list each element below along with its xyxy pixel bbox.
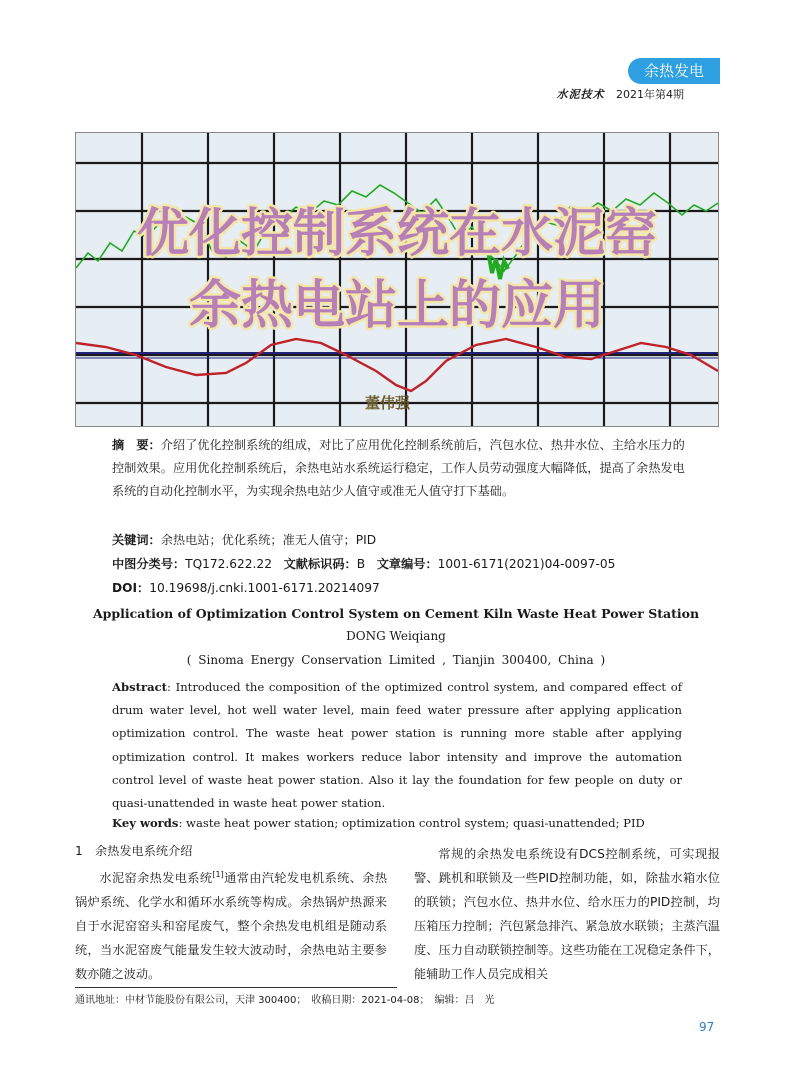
keywords-chinese	[112, 529, 376, 552]
body-column-left	[75, 863, 387, 986]
article-number-value: 1001-6171(2021)04-0097-05	[437, 557, 616, 571]
journal-name: 水泥技术	[556, 88, 605, 101]
clc-value: TQ172.622.22	[185, 557, 272, 571]
body-left-text-b: 通常由汽轮发电机系统、余热锅炉系统、化学水和循环水系统等构成。余热锅炉热源来自于水泥窑窑头和窑尾废气，整个余热发电机组是随动系统，当水泥窑废气能量发生较大波动时，余热电站主要参数亦随之波动。	[75, 871, 388, 982]
body-column-right: 常规的余热发电系统设有DCS控制系统，可实现报警、跳机和联锁及一些PID控制功能，如，除盐水箱水位的联锁；汽包水位、热井水位、给水压力的PID控制，均压箱压力控制；汽包紧急排汽、紧急放水联锁；主蒸汽温度、压力自动联锁控制等。这些功能在工况稳定条件下，能辅助工作人员完成相关	[414, 847, 720, 981]
doi-value: 10.19698/j.cnki.1001-6171.20214097	[149, 581, 380, 595]
footnote-divider	[75, 987, 397, 988]
journal-header	[557, 86, 685, 102]
english-abstract-text: : Introduced the composition of the optimized control system, and compared effect of drum water level, hot well water level, main feed water pressure after applying application optimization control. The waste heat power station is running more stable after applying optimization control. It makes workers reduce labor intensity and improve the automation control level of waste heat power station. Also it lay the foundation for few people on duty or quasi-unattended in waste heat power station.	[112, 680, 682, 811]
section-heading: 1 余热发电系统介绍	[75, 844, 193, 858]
english-abstract	[112, 676, 682, 815]
doc-code-value: B	[356, 557, 366, 571]
doc-code-label: 文献标识码：	[283, 557, 357, 571]
body-left-text-a: 水泥窑余热发电系统	[99, 871, 213, 886]
abstract-text: 介绍了优化控制系统的组成，对比了应用优化控制系统前后，汽包水位、热井水位、主给水压力的控制效果。应用优化控制系统后，余热电站水系统运行稳定，工作人员劳动强度大幅降低，提高了余热发电系统的自动化控制水平，为实现余热电站少人值守或准无人值守打下基础。	[112, 438, 685, 498]
doi-label: DOI：	[112, 581, 150, 595]
keywords-label: 关键词：	[112, 533, 161, 547]
hero-title-line1: 优化控制系统在水泥窑	[136, 204, 658, 264]
english-abstract-label: Abstract	[112, 680, 168, 694]
english-title: Application of Optimization Control System on Cement Kiln Waste Heat Power Station	[92, 606, 700, 621]
classification-line	[112, 553, 615, 576]
section-badge: 余热发电	[628, 58, 720, 84]
author-name: 董伟强	[365, 394, 411, 412]
keywords-text: 余热电站；优化系统；准无人值守；PID	[160, 533, 377, 547]
doi-line	[112, 577, 380, 600]
abstract-chinese	[112, 434, 696, 503]
english-keywords	[112, 816, 645, 830]
english-author: DONG Weiqiang	[346, 629, 446, 643]
article-number-label: 文章编号：	[376, 557, 438, 571]
abstract-label: 摘 要：	[112, 438, 161, 452]
english-keywords-text: : waste heat power station; optimization control system; quasi-unattended; PID	[178, 816, 645, 830]
clc-label: 中图分类号：	[112, 557, 186, 571]
journal-issue: 2021年第4期	[616, 88, 684, 101]
hero-title-line2: 余热电站上的应用	[188, 276, 606, 336]
english-affiliation: ( Sinoma Energy Conservation Limited , Tianjin 300400, China )	[186, 653, 606, 667]
english-keywords-label: Key words	[112, 816, 179, 830]
trend-chart-illustration	[76, 133, 718, 426]
page-number: 97	[699, 1020, 715, 1034]
citation-ref: [1]	[212, 870, 224, 879]
footnote: 通讯地址：中材节能股份有限公司，天津 300400； 收稿日期：2021-04-08； 编辑：吕 光	[75, 995, 495, 1006]
hero-image	[75, 132, 719, 427]
